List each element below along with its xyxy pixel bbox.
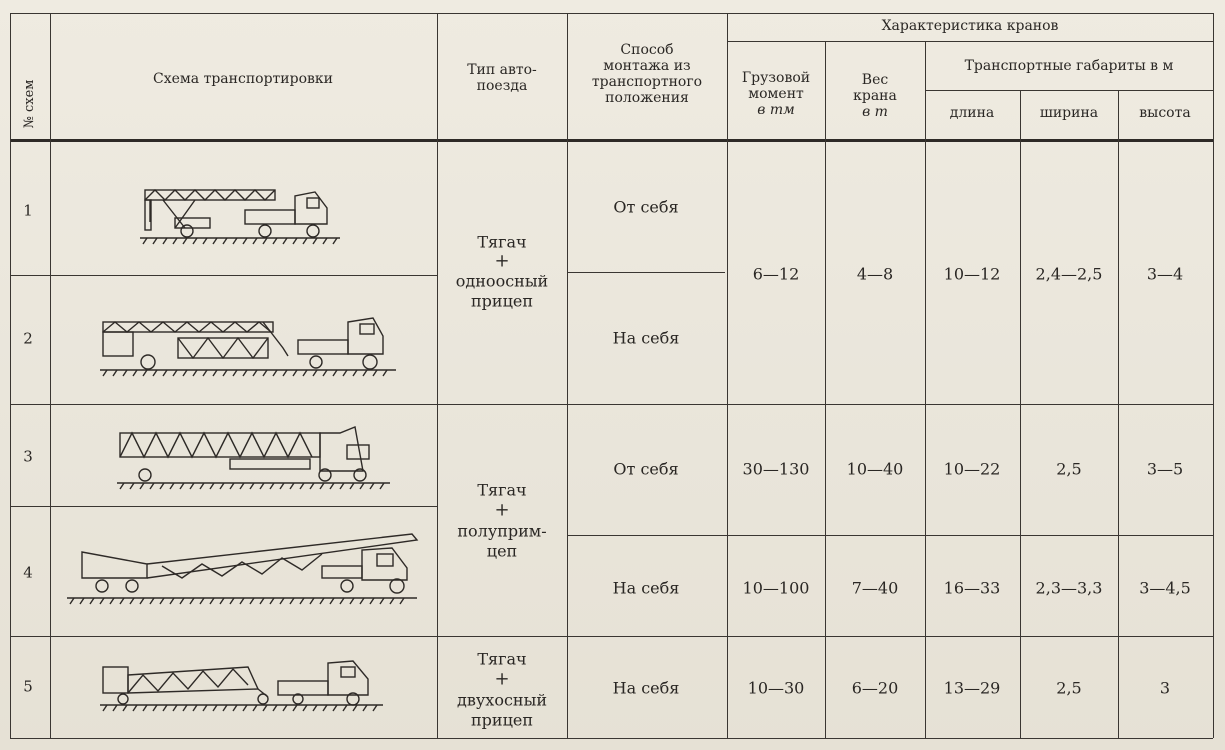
header-bottom-rule	[10, 139, 1213, 142]
row-rule-4	[10, 636, 1213, 637]
weight-group-1-2: 4—8	[856, 264, 894, 284]
method-row-4: На себя	[612, 578, 680, 598]
group-header-rule	[727, 41, 1213, 42]
moment-row-5: 10—30	[747, 678, 805, 698]
row-rule-1-method	[567, 272, 725, 273]
train-type-3-line2: двухосный	[457, 690, 547, 710]
train-type-1-line2: одноосный	[455, 271, 549, 291]
width-row-5: 2,5	[1056, 678, 1082, 698]
header-width: ширина	[1039, 105, 1099, 121]
header-moment-2: момент	[748, 86, 804, 102]
bottom-rule	[10, 738, 1213, 739]
scheme-number-5: 5	[23, 677, 33, 696]
scheme-drawing-3	[115, 423, 395, 493]
scheme-number-2: 2	[23, 329, 33, 348]
header-method-2: монтажа из	[603, 58, 691, 74]
train-type-2-line1: Тягач	[477, 480, 527, 500]
train-type-1-plus: +	[494, 250, 510, 272]
col-rule-num	[50, 13, 51, 738]
scheme-number-1: 1	[23, 201, 33, 220]
scheme-number-4: 4	[23, 563, 33, 582]
col-rule-length	[1020, 90, 1021, 738]
header-transport-scheme: Схема транспортировки	[153, 71, 333, 87]
length-row-4: 16—33	[943, 578, 1001, 598]
col-rule-width	[1118, 90, 1119, 738]
col-rule-weight	[925, 41, 926, 738]
width-row-4: 2,3—3,3	[1035, 578, 1103, 598]
method-row-2: На себя	[612, 328, 680, 348]
right-border	[1213, 13, 1214, 738]
header-height: высота	[1139, 105, 1191, 121]
scheme-drawing-4	[62, 530, 422, 610]
header-method-4: положения	[605, 90, 689, 106]
col-rule-moment	[825, 41, 826, 738]
row-rule-1	[10, 275, 437, 276]
moment-group-1-2: 6—12	[752, 264, 800, 284]
row-rule-3-values	[567, 535, 1213, 536]
train-type-2-plus: +	[494, 499, 510, 521]
method-row-1: От себя	[613, 197, 679, 217]
train-type-3-line3: прицеп	[471, 710, 533, 730]
col-rule-scheme	[437, 13, 438, 738]
weight-row-5: 6—20	[851, 678, 899, 698]
scheme-drawing-2	[98, 308, 398, 383]
width-row-3: 2,5	[1056, 459, 1082, 479]
top-rule	[10, 13, 1213, 14]
height-row-5: 3	[1159, 678, 1171, 698]
col-rule-method	[727, 13, 728, 738]
train-type-2-line3: цеп	[486, 541, 518, 561]
header-moment-1: Грузовой	[741, 70, 811, 86]
left-border	[10, 13, 11, 738]
header-weight-2: крана	[853, 88, 897, 104]
col-rule-type	[567, 13, 568, 738]
row-rule-2	[10, 404, 1213, 405]
scheme-drawing-5	[98, 655, 388, 715]
header-transport-dimensions: Транспортные габариты в м	[964, 58, 1174, 74]
train-type-3-plus: +	[494, 668, 510, 690]
header-weight-3: в т	[862, 104, 888, 120]
height-row-4: 3—4,5	[1139, 578, 1191, 598]
header-moment-3: в тм	[757, 102, 795, 118]
dims-header-rule	[925, 90, 1213, 91]
header-train-type-2: поезда	[476, 78, 528, 94]
header-scheme-number: № схем	[22, 79, 37, 129]
method-row-3: От себя	[613, 459, 679, 479]
header-weight-1: Вес	[861, 72, 889, 88]
length-group-1-2: 10—12	[943, 264, 1001, 284]
length-row-3: 10—22	[943, 459, 1001, 479]
train-type-1-line3: прицеп	[471, 291, 533, 311]
header-crane-characteristics: Характеристика кранов	[881, 18, 1059, 34]
header-method-3: транспортного	[591, 74, 703, 90]
moment-row-4: 10—100	[742, 578, 810, 598]
train-type-2-line2: полуприм-	[457, 521, 547, 541]
header-length: длина	[949, 105, 995, 121]
scheme-number-3: 3	[23, 447, 33, 466]
header-method-1: Способ	[620, 42, 674, 58]
weight-row-3: 10—40	[846, 459, 904, 479]
header-train-type-1: Тип авто-	[467, 62, 537, 78]
train-type-3-line1: Тягач	[477, 649, 527, 669]
height-group-1-2: 3—4	[1146, 264, 1184, 284]
moment-row-3: 30—130	[742, 459, 810, 479]
height-row-3: 3—5	[1146, 459, 1184, 479]
length-row-5: 13—29	[943, 678, 1001, 698]
train-type-1-line1: Тягач	[477, 232, 527, 252]
width-group-1-2: 2,4—2,5	[1035, 264, 1103, 284]
weight-row-4: 7—40	[851, 578, 899, 598]
row-rule-3	[10, 506, 437, 507]
scheme-drawing-1	[135, 178, 345, 248]
method-row-5: На себя	[612, 678, 680, 698]
